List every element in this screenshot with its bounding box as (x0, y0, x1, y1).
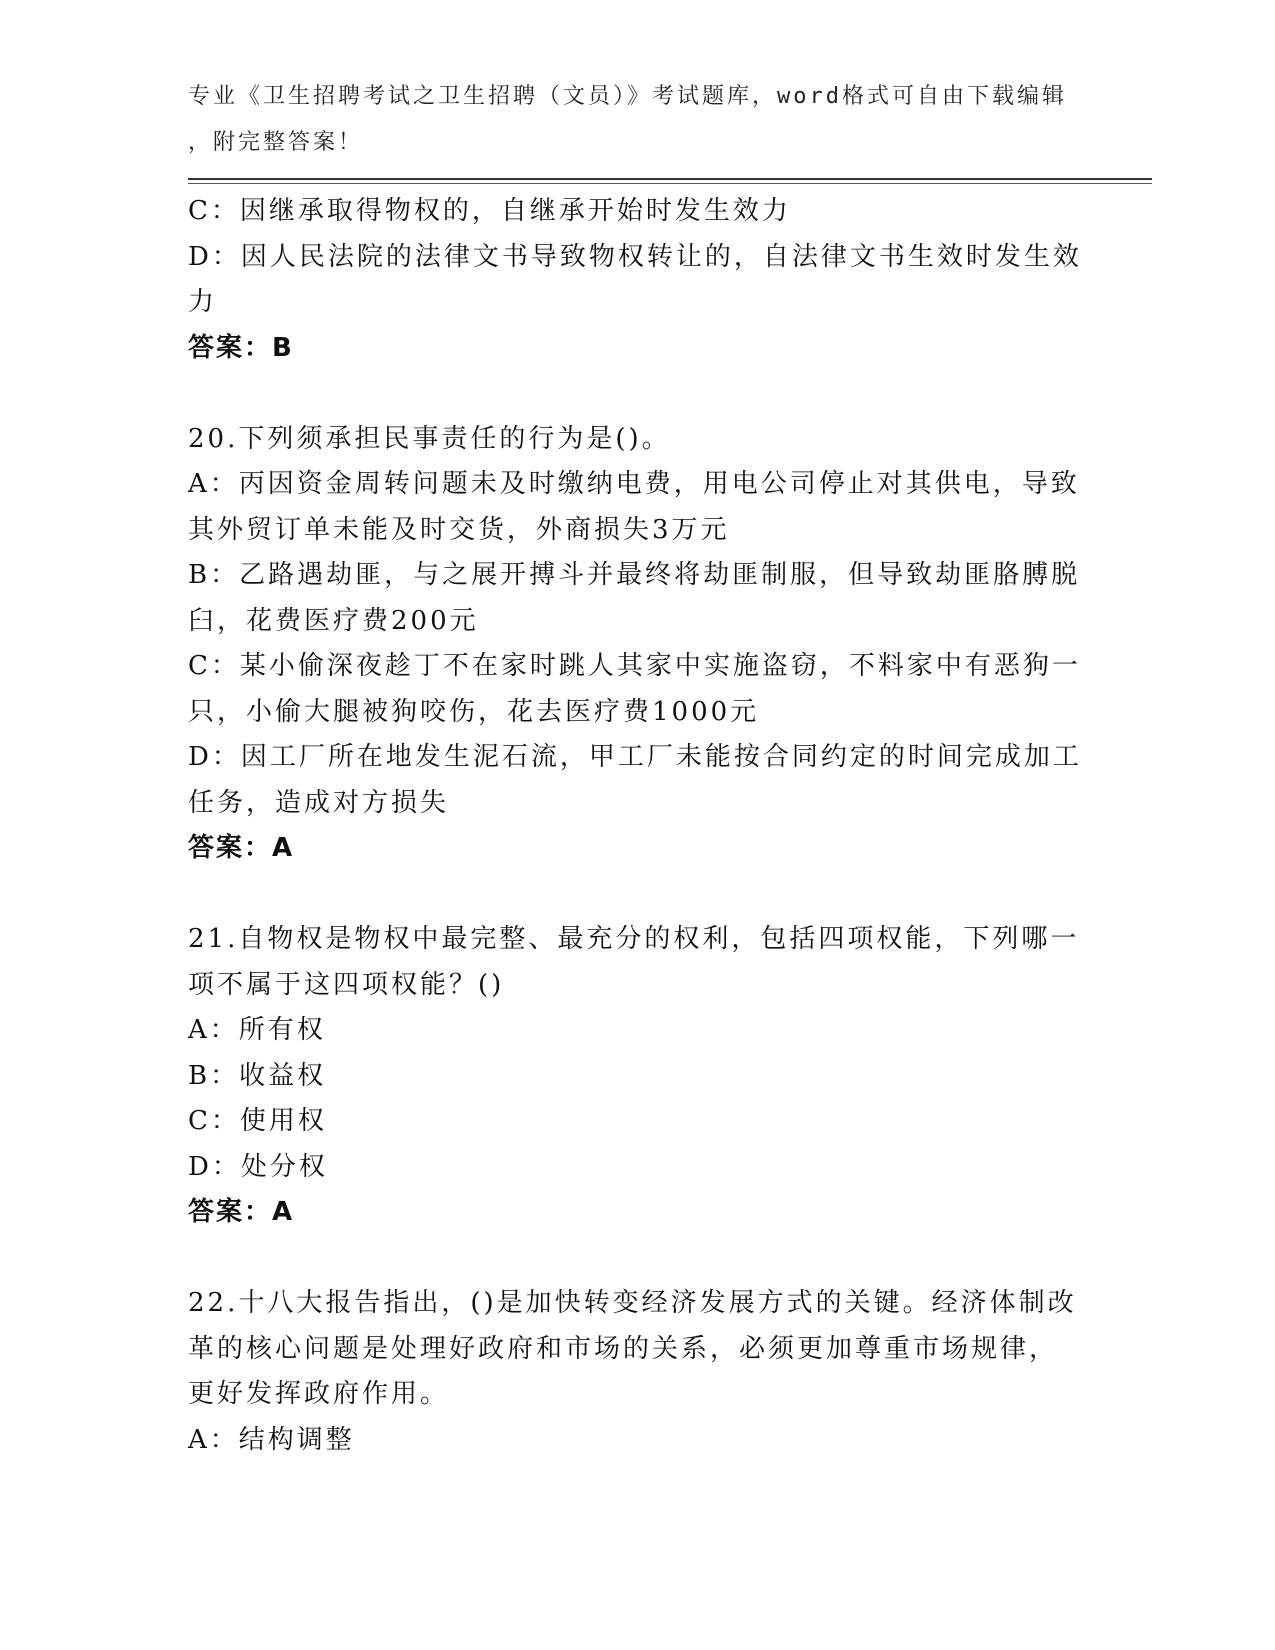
answer-label: 答案：B (188, 332, 294, 363)
header-divider-thick (188, 178, 1152, 180)
spacer (188, 371, 1088, 417)
option-b: B：乙路遇劫匪，与之展开搏斗并最终将劫匪制服，但导致劫匪胳膊脱 (188, 560, 1081, 590)
option-c: C：使用权 (188, 1106, 327, 1136)
option-d-continued: 任务，造成对方损失 (188, 787, 450, 818)
option-a-continued: 其外贸订单未能及时交货，外商损失3万元 (188, 514, 730, 545)
option-a: A：结构调整 (188, 1424, 355, 1455)
option-d: D：处分权 (188, 1151, 328, 1182)
question-text-continued: 革的核心问题是处理好政府和市场的关系，必须更加尊重市场规律， (188, 1333, 1059, 1364)
document-header (188, 74, 1068, 165)
answer-label: 答案：A (188, 833, 295, 863)
option-b-continued: 臼，花费医疗费200元 (188, 605, 479, 636)
option-a: A：所有权 (188, 1015, 326, 1045)
header-divider-thin (188, 183, 1152, 184)
question-text-continued: 项不属于这四项权能？() (188, 969, 505, 1000)
header-title-line-1: 专业《卫生招聘考试之卫生招聘（文员）》考试题库，word格式可自由下载编辑 (188, 84, 1067, 109)
question-text: 20.下列须承担民事责任的行为是()。 (188, 423, 671, 454)
question-text-continued: 更好发挥政府作用。 (188, 1379, 450, 1409)
spacer (188, 1236, 1088, 1282)
option-c: C：因继承取得物权的，自继承开始时发生效力 (188, 196, 791, 226)
question-21 (188, 917, 1088, 1236)
question-22 (188, 1281, 1088, 1463)
question-19-tail (188, 189, 1088, 371)
spacer (188, 872, 1088, 918)
option-c-continued: 只，小偷大腿被狗咬伤，花去医疗费1000元 (188, 696, 760, 727)
option-d: D：因人民法院的法律文书导致物权转让的，自法律文书生效时发生效 (188, 241, 1082, 272)
option-d: D：因工厂所在地发生泥石流，甲工厂未能按合同约定的时间完成加工 (188, 742, 1082, 772)
option-d-continued: 力 (188, 287, 218, 317)
question-text: 21.自物权是物权中最完整、最充分的权利，包括四项权能，下列哪一 (188, 924, 1080, 954)
question-list (188, 189, 1088, 1463)
question-text: 22.十八大报告指出，()是加快转变经济发展方式的关键。经济体制改 (188, 1288, 1077, 1318)
option-c: C：某小偷深夜趁丁不在家时跳人其家中实施盗窃，不料家中有恶狗一 (188, 651, 1081, 681)
answer-label: 答案：A (188, 1197, 295, 1227)
option-a: A：丙因资金周转问题未及时缴纳电费，用电公司停止对其供电，导致 (188, 469, 1080, 499)
question-20 (188, 417, 1088, 872)
option-b: B：收益权 (188, 1060, 327, 1091)
header-title-line-2: ，附完整答案！ (188, 129, 364, 155)
